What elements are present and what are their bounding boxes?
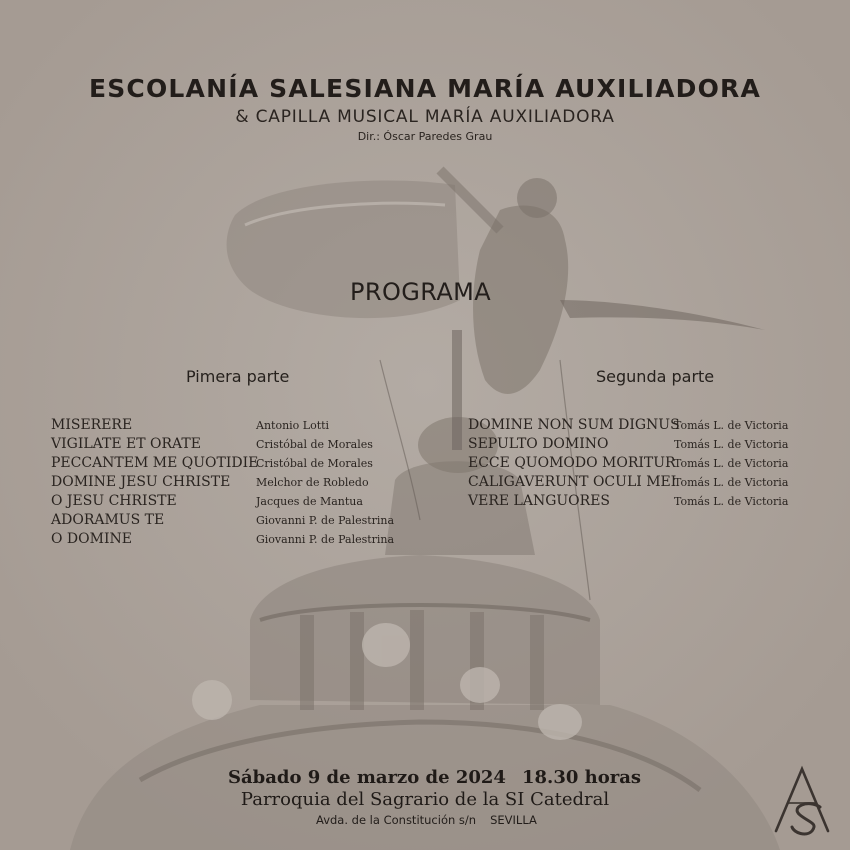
- first-part-heading: Pimera parte: [186, 367, 290, 386]
- first-part-composer: Antonio Lotti: [256, 419, 330, 432]
- second-part-work: ECCE QUOMODO MORITUR: [468, 455, 676, 471]
- first-part-composer: Melchor de Robledo: [256, 476, 369, 489]
- first-part-composer: Giovanni P. de Palestrina: [256, 533, 395, 546]
- first-part-work: VIGILATE ET ORATE: [51, 436, 201, 452]
- program-heading: PROGRAMA: [350, 278, 492, 306]
- first-part-work: PECCANTEM ME QUOTIDIE: [51, 455, 259, 471]
- second-part-work: SEPULTO DOMINO: [468, 436, 609, 452]
- event-address: Avda. de la Constitución s/n: [316, 813, 477, 827]
- second-part-work: CALIGAVERUNT OCULI MEI: [468, 474, 677, 490]
- second-part-composer: Tomás L. de Victoria: [674, 495, 789, 508]
- second-part-composer: Tomás L. de Victoria: [674, 457, 789, 470]
- page-title: ESCOLANÍA SALESIANA MARÍA AUXILIADORA: [88, 74, 762, 103]
- first-part-work: MISERERE: [51, 417, 133, 433]
- first-part-composer: Cristóbal de Morales: [256, 438, 373, 451]
- second-part-composer: Tomás L. de Victoria: [674, 438, 789, 451]
- event-venue: Parroquia del Sagrario de la SI Catedral: [240, 789, 610, 810]
- first-part-composer: Jacques de Mantua: [256, 495, 363, 508]
- director-credit: Dir.: Óscar Paredes Grau: [357, 130, 493, 143]
- second-part-composers: [674, 416, 788, 511]
- first-part-composers: [256, 416, 394, 549]
- second-part-composer: Tomás L. de Victoria: [674, 419, 789, 432]
- first-part-work: O DOMINE: [51, 531, 132, 547]
- second-part-work: DOMINE NON SUM DIGNUS: [468, 417, 680, 433]
- first-part-work: O JESU CHRISTE: [51, 493, 177, 509]
- first-part-works: [51, 416, 258, 549]
- second-part-heading: Segunda parte: [596, 367, 715, 386]
- second-part-composer: Tomás L. de Victoria: [674, 476, 789, 489]
- first-part-work: ADORAMUS TE: [51, 512, 165, 528]
- event-address-line: [316, 813, 537, 827]
- monogram-logo-icon: [768, 763, 836, 837]
- event-date: Sábado 9 de marzo de 2024: [228, 767, 506, 788]
- second-part-works: [468, 416, 680, 511]
- event-time: 18.30 horas: [522, 767, 642, 788]
- first-part-composer: Cristóbal de Morales: [256, 457, 373, 470]
- page-subtitle: & CAPILLA MUSICAL MARÍA AUXILIADORA: [235, 107, 615, 127]
- second-part-work: VERE LANGUORES: [468, 493, 611, 509]
- first-part-composer: Giovanni P. de Palestrina: [256, 514, 395, 527]
- first-part-work: DOMINE JESU CHRISTE: [51, 474, 231, 490]
- event-city: SEVILLA: [490, 813, 537, 827]
